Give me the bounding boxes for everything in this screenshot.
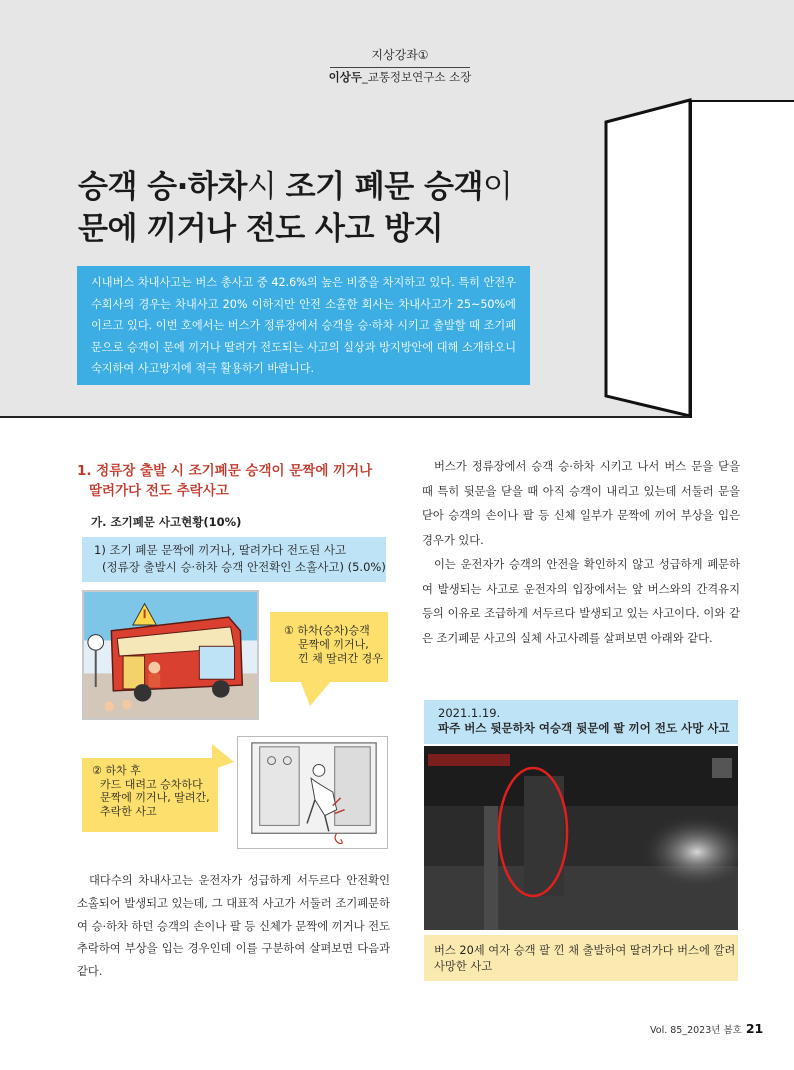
stat-box xyxy=(82,537,386,582)
case-date: 2021.1.19. xyxy=(438,706,501,720)
callout-1-line-2: 문짝에 끼거나, xyxy=(298,638,369,651)
callout-2-line-3: 문짝에 끼거나, 딸려간, xyxy=(100,791,210,804)
callout-1-line-1: ① 하차(승차)승객 xyxy=(284,624,370,637)
callout-2-line-4: 추락한 사고 xyxy=(100,804,157,818)
bus-door-accident-illustration xyxy=(82,590,259,720)
callout-2-line-1: ② 하차 후 xyxy=(92,764,141,777)
photo-caption-line-1: 버스 20세 여자 승객 팔 낀 채 출발하여 딸려가다 버스에 깔려 xyxy=(434,944,736,957)
title-part-a: 승객 승·하차 xyxy=(78,169,247,205)
article-title xyxy=(78,166,598,250)
body-right-paragraph-1: 버스가 정류장에서 승객 승·하차 시키고 나서 버스 문을 닫을 때 특히 뒷문을 닫을 때 아직 승객이 내리고 있는데 서둘러 문을 닫아 승객의 손이나 팔 등 신체 일부가 문짝에 끼어 부상을 입은 경우가 있다. xyxy=(422,460,740,547)
callout-case-1 xyxy=(270,612,388,682)
body-left-paragraph: 대다수의 차내사고는 운전자가 성급하게 서두르다 안전확인 소홀되어 발생되고 있는데, 그 대표적 사고가 서둘러 조기폐문하여 승·하차 하던 승객의 손이나 팔 등 신체가 문짝에 끼거나 전도 추락하여 부상을 입는 경우인데 이를 구분하여 살펴보면 다음과 같다. xyxy=(77,874,390,979)
section-heading xyxy=(77,461,397,501)
body-text-right xyxy=(422,455,740,651)
stat-box-line-2: (정류장 출발시 승·하차 승객 안전확인 소홀사고) (5.0%) xyxy=(102,560,386,574)
callout-case-2 xyxy=(82,758,218,832)
case-headline: 파주 버스 뒷문하차 여승객 뒷문에 팔 끼어 전도 사망 사고 xyxy=(438,721,730,735)
callout-2-line-2: 카드 대려고 승차하다 xyxy=(100,777,203,791)
open-door-illustration xyxy=(598,96,698,420)
section-heading-line-1: 1. 정류장 출발 시 조기폐문 승객이 문짝에 끼거나 xyxy=(77,463,373,479)
author-line xyxy=(300,69,500,85)
callout-2-tail xyxy=(212,744,234,770)
cctv-accident-photo xyxy=(424,746,738,930)
page-number: 21 xyxy=(745,1021,764,1036)
callout-1-tail xyxy=(300,680,332,706)
page-folio xyxy=(650,1021,763,1036)
title-line-2: 문에 끼거나 전도 사고 방지 xyxy=(78,211,444,247)
subsection-heading: 가. 조기폐문 사고현황(10%) xyxy=(91,515,242,529)
author-title: _교통정보연구소 소장 xyxy=(361,70,472,84)
body-text-left xyxy=(77,870,390,984)
stat-box-line-1: 1) 조기 폐문 문짝에 끼거나, 딸려가다 전도된 사고 xyxy=(94,543,347,557)
case-header xyxy=(424,700,738,744)
title-part-c: 조기 폐문 승객 xyxy=(285,169,483,205)
band-bottom-rule xyxy=(0,416,690,418)
lead-paragraph: 시내버스 차내사고는 버스 총사고 중 42.6%의 높은 비중을 차지하고 있다. 특히 안전우수회사의 경우는 차내사고 20% 이하지만 안전 소홀한 회사는 차내사고가 25~50%에 이르고 있다. 이번 호에서는 버스가 정류장에서 승객을 승·하차 시키고 출발할 때 조기폐문으로 승객이 문에 끼거나 딸려가 전도되는 사고의 실상과 방지방안에 대해 소개하오니 숙지하여 사고방지에 적극 활용하기 바랍니다. xyxy=(77,266,530,385)
photo-caption-line-2: 사망한 사고 xyxy=(434,960,493,973)
door-illustration-panel xyxy=(690,100,794,418)
body-right-paragraph-2: 이는 운전자가 승객의 안전을 확인하지 않고 성급하게 폐문하여 발생되는 사고로 운전자의 입장에서는 앞 버스와의 간격유지 등의 이유로 조급하게 서두르다 발생되고 있는 사고이다. 이와 같은 조기폐문 사고의 실체 사고사례를 살펴보면 아래와 같다. xyxy=(422,558,740,645)
title-part-d: 이 xyxy=(482,169,513,205)
callout-1-line-3: 낀 채 딸려간 경우 xyxy=(298,652,383,665)
section-heading-line-2: 딸려가다 전도 추락사고 xyxy=(89,483,229,499)
author-name: 이상두 xyxy=(328,70,362,84)
series-label: 지상강좌① xyxy=(330,46,470,68)
photo-caption xyxy=(424,935,738,981)
title-line-1 xyxy=(78,166,598,208)
door-trap-sketch-illustration xyxy=(237,736,388,849)
issue-label: Vol. 85_2023년 봄호 xyxy=(650,1025,742,1036)
title-part-b: 시 xyxy=(246,169,286,205)
